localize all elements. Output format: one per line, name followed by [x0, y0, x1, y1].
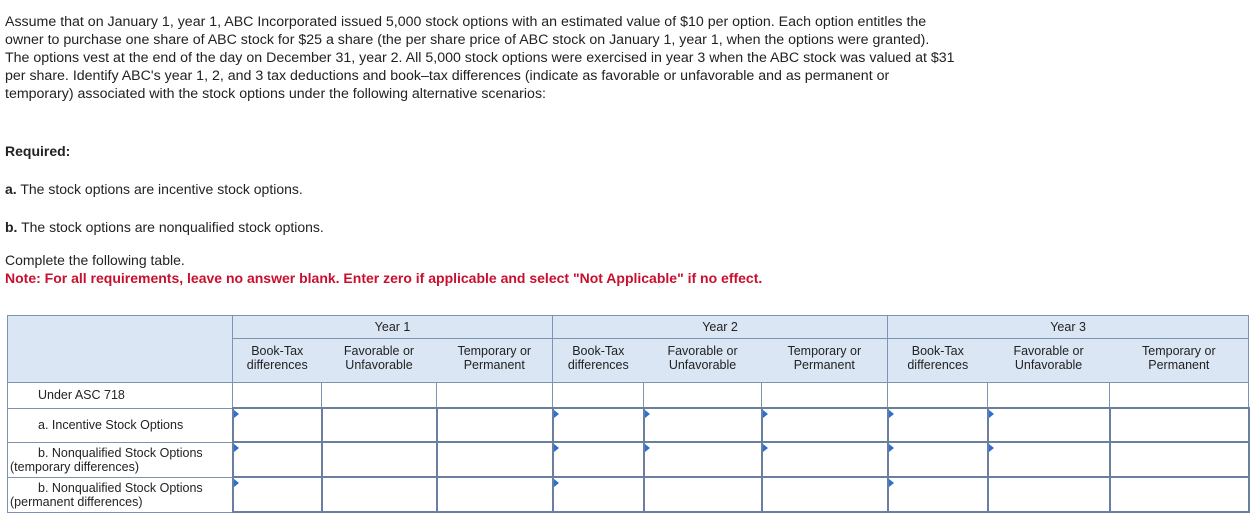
y2-book-tax-input[interactable]	[553, 408, 644, 442]
y3-favorable-select[interactable]	[988, 408, 1110, 442]
cell-marker-icon	[763, 444, 768, 452]
cell-marker-icon	[234, 444, 239, 452]
y3-favorable-select[interactable]	[988, 477, 1110, 512]
y1-book-tax-input[interactable]	[233, 408, 322, 442]
nonqualified-temporary-row	[8, 442, 1249, 477]
note-text: Note: For all requirements, leave no answer blank. Enter zero if applicable and select "Not Applicable" if no effect.	[5, 270, 763, 286]
incentive-options-label: a. Incentive Stock Options	[8, 408, 233, 442]
y2-book-tax-input[interactable]	[553, 477, 644, 512]
y2-temporary-select[interactable]	[762, 477, 888, 512]
requirement-b-letter: b.	[5, 219, 18, 235]
y3-favorable-select[interactable]	[988, 442, 1110, 477]
instruction-text: Complete the following table.	[5, 252, 185, 268]
y3-temporary-select[interactable]	[1110, 477, 1249, 512]
asc-718-row	[8, 383, 1249, 409]
y3-favorable-header: Favorable or Unfavorable	[988, 339, 1110, 383]
y1-favorable-select[interactable]	[322, 408, 437, 442]
cell-marker-icon	[889, 444, 894, 452]
y2-temporary-header: Temporary or Permanent	[762, 339, 888, 383]
cell-marker-icon	[554, 444, 559, 452]
y2-favorable-select[interactable]	[644, 442, 762, 477]
y3-book-tax-input[interactable]	[888, 408, 988, 442]
cell-marker-icon	[889, 410, 894, 418]
y2-favorable-header: Favorable or Unfavorable	[644, 339, 762, 383]
y2-favorable-select[interactable]	[644, 408, 762, 442]
requirement-b	[5, 219, 324, 235]
cell-marker-icon	[645, 410, 650, 418]
y1-temporary-select[interactable]	[437, 477, 553, 512]
y3-temporary-select[interactable]	[1110, 408, 1249, 442]
y1-favorable-select[interactable]	[322, 477, 437, 512]
cell-marker-icon	[234, 410, 239, 418]
nonqualified-permanent-row	[8, 477, 1249, 512]
requirement-a-letter: a.	[5, 181, 17, 197]
header-corner	[8, 316, 233, 383]
y2-temporary-select[interactable]	[762, 442, 888, 477]
cell-marker-icon	[554, 479, 559, 487]
nonqualified-temporary-label: b. Nonqualified Stock Options (temporary differences)	[8, 442, 233, 477]
required-heading: Required:	[5, 143, 71, 159]
cell-marker-icon	[645, 444, 650, 452]
y3-temporary-header: Temporary or Permanent	[1110, 339, 1249, 383]
year-2-header: Year 2	[553, 316, 888, 339]
cell-marker-icon	[989, 444, 994, 452]
y2-favorable-select[interactable]	[644, 477, 762, 512]
cell-marker-icon	[554, 410, 559, 418]
problem-statement: Assume that on January 1, year 1, ABC Incorporated issued 5,000 stock options with an estimated value of $10 per option. Each option entitles the owner to purchase one share of ABC stock for $25 a share (the per share price of ABC stock on January 1, year 1, when the options were granted). The options vest at the end of the day on December 31, year 2. All 5,000 stock options were exercised in year 3 when the ABC stock was valued at $31 per share. Identify ABC's year 1, 2, and 3 tax deductions and book–tax differences (indicate as favorable or unfavorable and as permanent or temporary) associated with the stock options under the following alternative scenarios:	[5, 14, 955, 102]
y3-book-tax-input[interactable]	[888, 442, 988, 477]
answer-table	[7, 315, 1250, 513]
nonqualified-permanent-label: b. Nonqualified Stock Options (permanent differences)	[8, 477, 233, 512]
y3-book-tax-input[interactable]	[888, 477, 988, 512]
y2-book-tax-input[interactable]	[553, 442, 644, 477]
y1-temporary-header: Temporary or Permanent	[437, 339, 553, 383]
year-3-header: Year 3	[888, 316, 1249, 339]
requirement-b-text: The stock options are nonqualified stock options.	[17, 219, 324, 235]
cell-marker-icon	[234, 479, 239, 487]
y3-temporary-select[interactable]	[1110, 442, 1249, 477]
y1-book-tax-input[interactable]	[233, 442, 322, 477]
y1-book-tax-header: Book-Tax differences	[233, 339, 322, 383]
year-header-row	[8, 316, 1249, 339]
incentive-options-row	[8, 408, 1249, 442]
cell-marker-icon	[763, 410, 768, 418]
y2-temporary-select[interactable]	[762, 408, 888, 442]
requirement-a	[5, 181, 303, 197]
requirement-a-text: The stock options are incentive stock options.	[16, 181, 303, 197]
cell-marker-icon	[989, 410, 994, 418]
y3-book-tax-header: Book-Tax differences	[888, 339, 988, 383]
y1-temporary-select[interactable]	[437, 408, 553, 442]
asc-718-label: Under ASC 718	[8, 383, 233, 409]
year-1-header: Year 1	[233, 316, 553, 339]
y2-book-tax-header: Book-Tax differences	[553, 339, 644, 383]
y1-favorable-header: Favorable or Unfavorable	[322, 339, 437, 383]
y1-favorable-select[interactable]	[322, 442, 437, 477]
y1-book-tax-input[interactable]	[233, 477, 322, 512]
cell-marker-icon	[889, 479, 894, 487]
y1-temporary-select[interactable]	[437, 442, 553, 477]
